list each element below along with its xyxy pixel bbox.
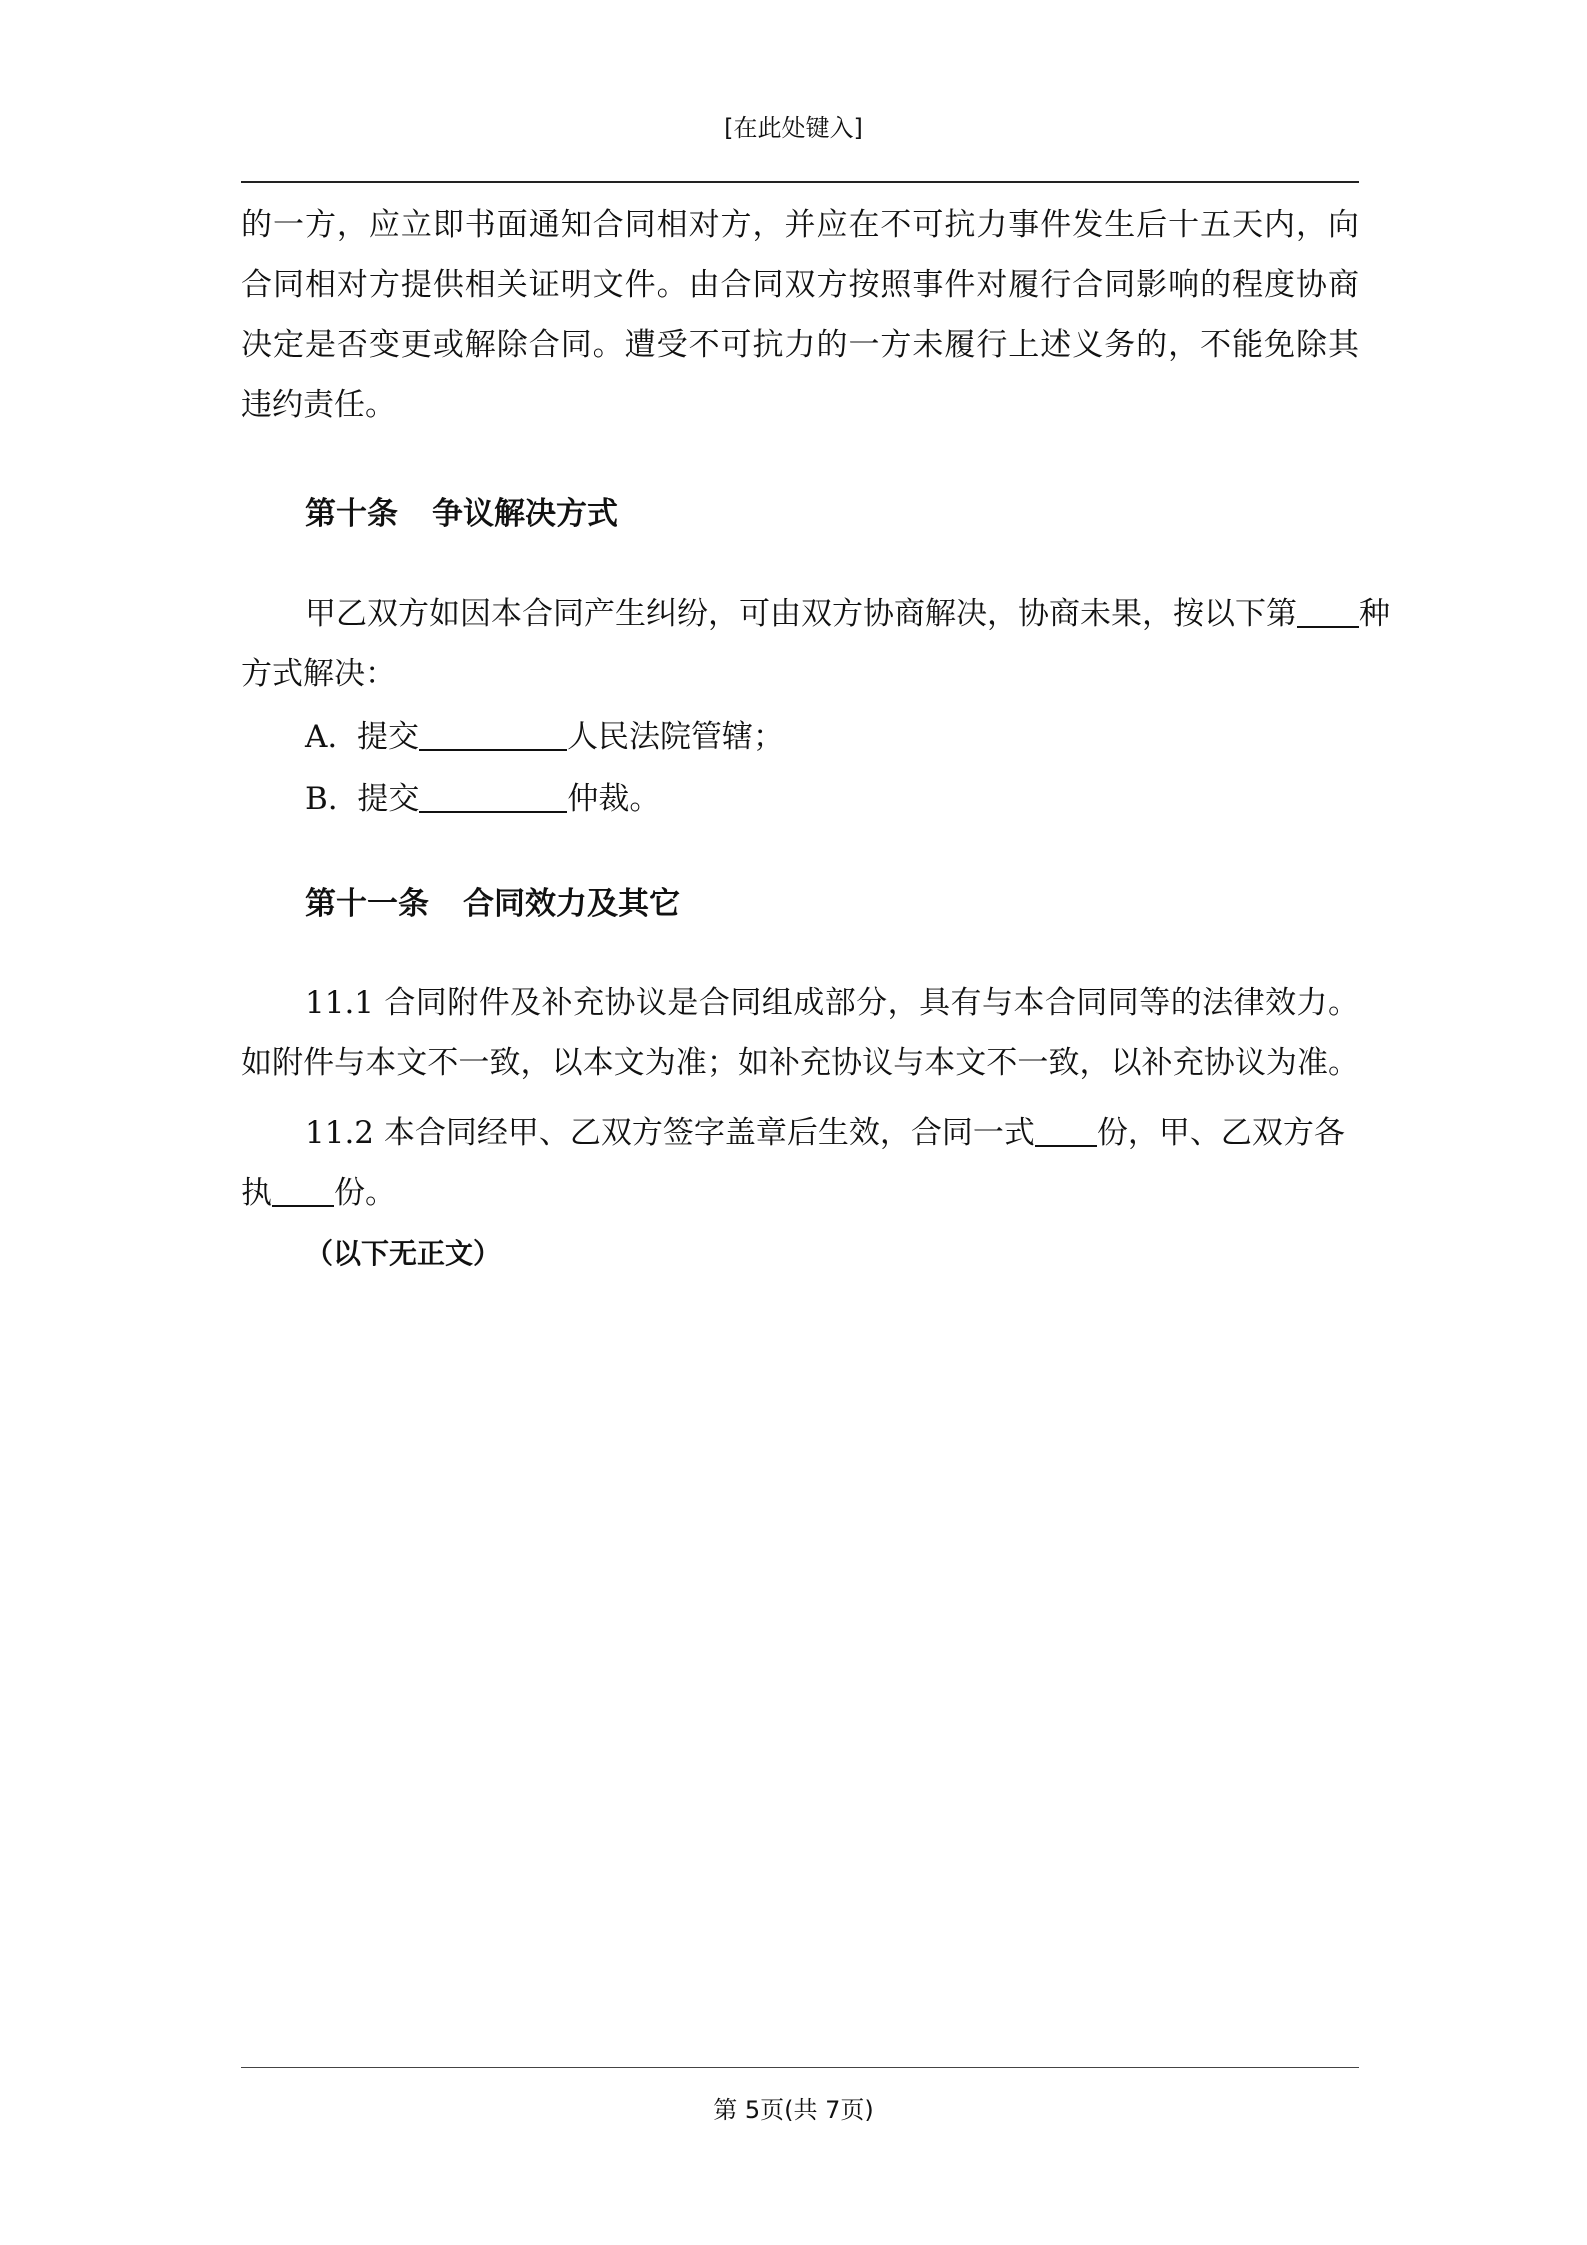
end-of-text-note: （以下无正文） — [305, 1237, 502, 1270]
article-10-intro-text: 甲乙双方如因本合同产生纠纷，可由双方协商解决，协商未果，按以下第 — [305, 596, 1297, 632]
option-a-prefix: 提交 — [356, 719, 419, 755]
option-a — [305, 715, 1359, 759]
paragraph-line: 决定是否变更或解除合同。遭受不可抗力的一方未履行上述义务的，不能免除其 — [241, 327, 1359, 363]
clause-11-2-text: 11.2 本合同经甲、乙双方签字盖章后生效，合同一式 — [305, 1115, 1035, 1151]
article-11-heading — [305, 882, 1359, 926]
each-copies-blank-field — [272, 1175, 334, 1207]
article-10-intro-text: 种 — [1359, 596, 1390, 632]
clause-11-1-line2: 如附件与本文不一致，以本文为准；如补充协议与本文不一致，以补充协议为准。 — [241, 1045, 1359, 1081]
paragraph-line: 合同相对方提供相关证明文件。由合同双方按照事件对履行合同影响的程度协商 — [241, 267, 1359, 303]
option-b-suffix: 仲裁。 — [567, 781, 661, 817]
page-number: 第 5页(共 7页) — [713, 2096, 874, 2124]
clause-11-2-text: 份，甲、乙双方各 — [1096, 1115, 1345, 1151]
option-a-label: A. — [305, 719, 338, 755]
option-a-suffix: 人民法院管辖； — [566, 719, 784, 755]
clause-11-2-line1 — [305, 1111, 1359, 1155]
header-divider — [241, 181, 1359, 183]
article-10-number: 第十条 — [305, 496, 398, 532]
clause-11-2-line2 — [241, 1171, 1359, 1215]
footer-divider — [241, 2067, 1359, 2068]
page-header: [在此处键入] — [724, 114, 863, 142]
paragraph-line: 的一方，应立即书面通知合同相对方，并应在不可抗力事件发生后十五天内，向 — [241, 207, 1359, 243]
clause-11-1-line1: 11.1 合同附件及补充协议是合同组成部分，具有与本合同同等的法律效力。 — [305, 985, 1359, 1021]
article-10-title: 争议解决方式 — [432, 496, 618, 532]
option-b-prefix: 提交 — [357, 781, 420, 817]
article-11-title: 合同效力及其它 — [463, 886, 680, 922]
option-b-label: B. — [305, 781, 338, 817]
article-11-number: 第十一条 — [305, 886, 429, 922]
paragraph-line: 违约责任。 — [241, 387, 396, 423]
clause-11-2-text: 份。 — [334, 1175, 396, 1211]
clause-11-2-text: 执 — [241, 1175, 272, 1211]
court-blank-field — [419, 719, 567, 751]
copies-blank-field — [1035, 1115, 1097, 1147]
article-10-intro — [305, 592, 1390, 636]
option-b — [305, 777, 1359, 821]
article-10-intro-line2: 方式解决： — [241, 656, 396, 692]
blank-field — [1297, 596, 1359, 628]
article-10-heading — [305, 492, 1359, 536]
arbitration-blank-field — [419, 781, 567, 813]
